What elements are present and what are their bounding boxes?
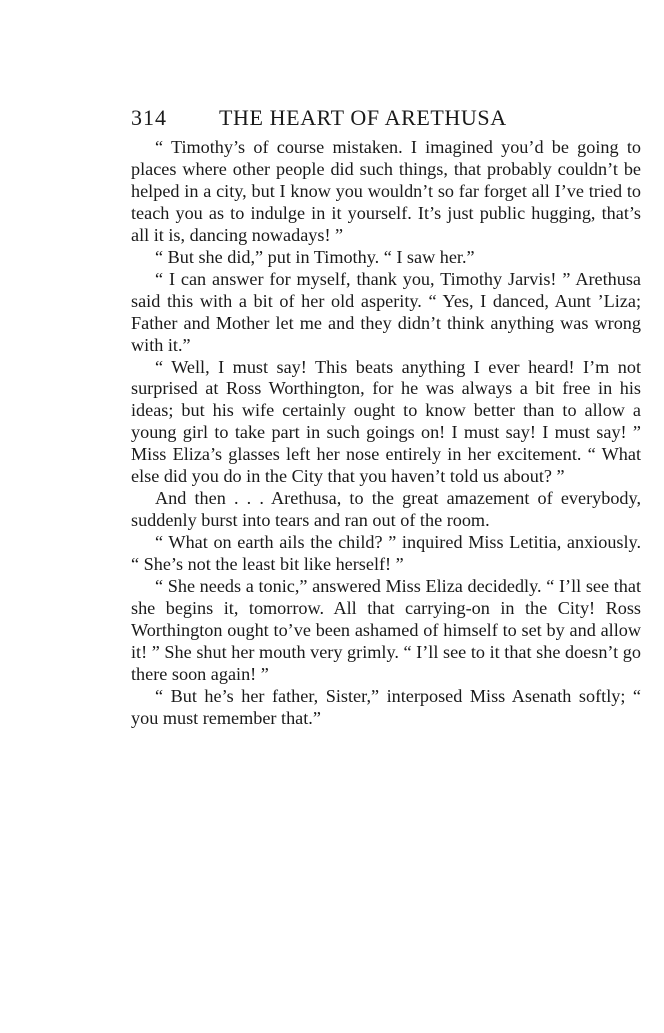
paragraph: “ Timothy’s of course mistaken. I imagined you’d be going to places where other people did such things, that probably couldn’t be helped in a city, but I know you wouldn’t so far forget all I’ve tried to teach you as to indulge in it yourself. It’s just public hugging, that’s all it is, dancing nowadays! ” bbox=[131, 137, 641, 245]
page-number: 314 bbox=[131, 105, 167, 130]
paragraph: “ But she did,” put in Timothy. “ I saw her.” bbox=[155, 246, 475, 267]
running-title: THE HEART OF ARETHUSA bbox=[219, 105, 507, 130]
paragraph: “ I can answer for myself, thank you, Timothy Jarvis! ” Arethusa said this with a bit of her old asperity. “ Yes, I danced, Aunt ’Liza; Father and Mother let me and they didn’t think anything was wrong with it.” bbox=[131, 268, 641, 355]
paragraph: “ What on earth ails the child? ” inquired Miss Letitia, anxiously. “ She’s not the least bit like herself! ” bbox=[131, 532, 641, 575]
book-page bbox=[131, 105, 641, 730]
body-text bbox=[131, 137, 641, 730]
running-head bbox=[131, 105, 641, 135]
paragraph: “ But he’s her father, Sister,” interposed Miss Asenath softly; “ you must remember that.” bbox=[131, 685, 641, 728]
paragraph: “ She needs a tonic,” answered Miss Eliza decidedly. “ I’ll see that she begins it, tomorrow. All that carrying-on in the City! Ross Worthington ought to’ve been ashamed of himself to set by and allow it! ” She shut her mouth very grimly. “ I’ll see to it that she doesn’t go there soon again! ” bbox=[131, 576, 641, 684]
paragraph: And then . . . Arethusa, to the great amazement of everybody, suddenly burst into tears and ran out of the room. bbox=[131, 488, 641, 531]
paragraph: “ Well, I must say! This beats anything I ever heard! I’m not surprised at Ross Worthington, for he was always a bit free in his ideas; but his wife certainly ought to know better than to allow a young girl to take part in such goings on! I must say! I must say! ” Miss Eliza’s glasses left her nose entirely in her excitement. “ What else did you do in the City that you haven’t told us about? ” bbox=[131, 356, 641, 487]
